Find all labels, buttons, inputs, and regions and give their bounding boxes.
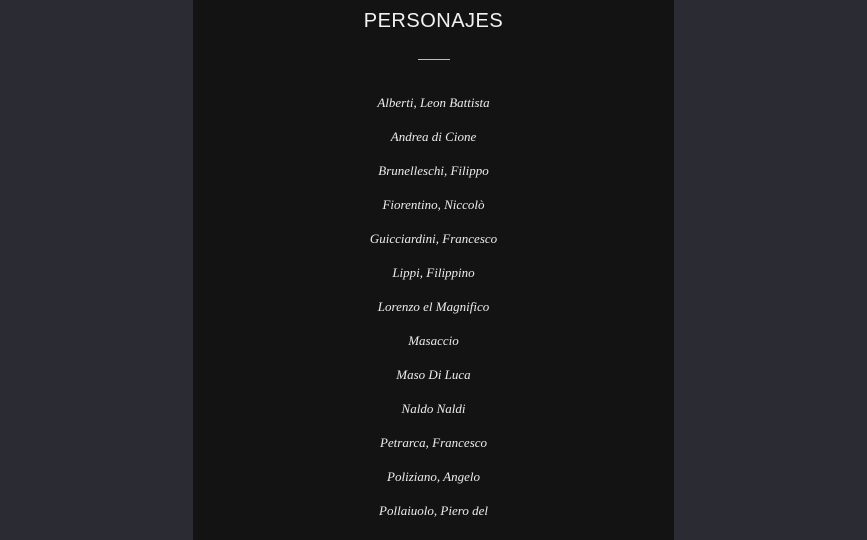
character-link[interactable]: Lippi, Filippino <box>392 265 475 280</box>
character-link[interactable]: Lorenzo el Magnifico <box>377 299 490 314</box>
character-link[interactable]: Pollaiuolo, Piero del <box>379 503 488 518</box>
characters-list <box>193 93 674 535</box>
character-link[interactable]: Maso Di Luca <box>396 367 471 382</box>
character-link[interactable]: Naldo Naldi <box>401 401 466 416</box>
character-link[interactable]: Poliziano, Angelo <box>387 469 480 484</box>
character-link[interactable]: Petrarca, Francesco <box>379 435 488 450</box>
character-link[interactable]: Andrea di Cione <box>390 129 477 144</box>
character-link[interactable]: Guicciardini, Francesco <box>369 231 498 246</box>
character-link[interactable]: Fiorentino, Niccolò <box>382 197 485 212</box>
page-title: PERSONAJES <box>363 10 504 32</box>
characters-panel <box>193 0 674 540</box>
character-link[interactable]: Alberti, Leon Battista <box>377 95 490 110</box>
character-link[interactable]: Brunelleschi, Filippo <box>378 163 489 178</box>
character-link[interactable]: Masaccio <box>408 333 459 348</box>
title-divider <box>418 59 450 60</box>
